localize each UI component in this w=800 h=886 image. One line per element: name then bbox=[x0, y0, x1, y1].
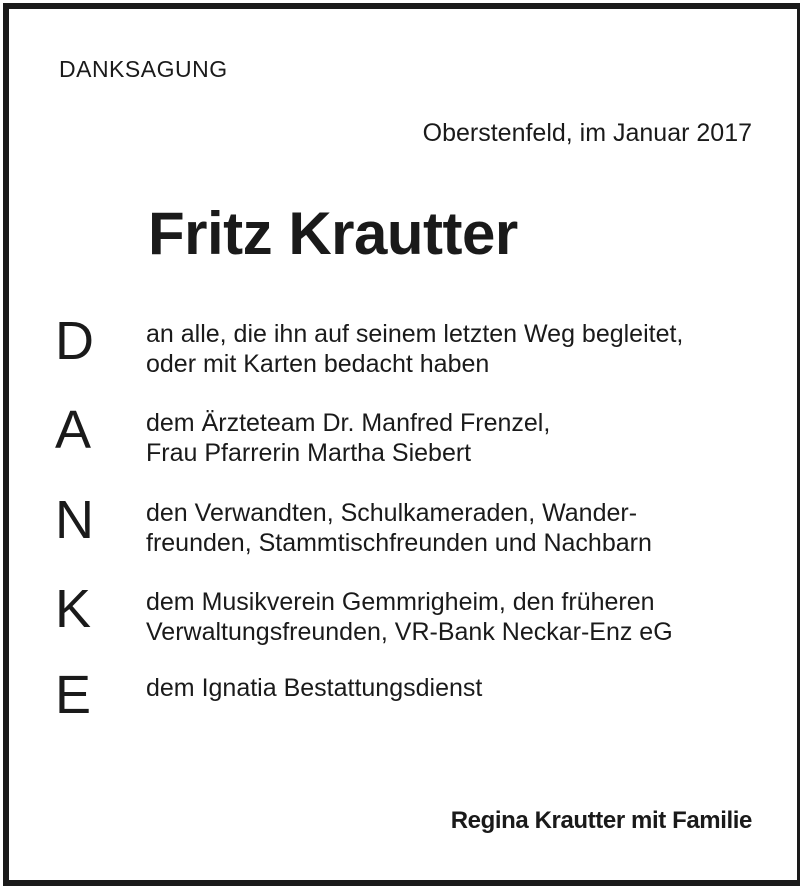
thanks-line: oder mit Karten bedacht haben bbox=[146, 350, 490, 378]
heading: DANKSAGUNG bbox=[59, 56, 228, 82]
obituary-card bbox=[3, 3, 800, 886]
thanks-text bbox=[146, 319, 683, 379]
acrostic-letter: N bbox=[55, 490, 94, 550]
thanks-text bbox=[146, 498, 652, 558]
thanks-line: dem Musikverein Gemmrigheim, den früheren bbox=[146, 588, 655, 616]
acrostic-letter: A bbox=[55, 400, 92, 460]
place-date: Oberstenfeld, im Januar 2017 bbox=[422, 119, 752, 147]
deceased-name: Fritz Krautter bbox=[148, 200, 518, 267]
thanks-text bbox=[146, 408, 550, 468]
thanks-line: an alle, die ihn auf seinem letzten Weg begleitet, bbox=[146, 320, 684, 348]
acrostic-letter: D bbox=[55, 311, 94, 371]
thanks-line: freunden, Stammtischfreunden und Nachbarn bbox=[146, 529, 652, 557]
signature: Regina Krautter mit Familie bbox=[450, 807, 752, 834]
thanks-line: Frau Pfarrerin Martha Siebert bbox=[146, 439, 472, 467]
thanks-line: dem Ignatia Bestattungsdienst bbox=[146, 674, 483, 702]
thanks-line: dem Ärzteteam Dr. Manfred Frenzel, bbox=[146, 409, 551, 437]
thanks-line: Verwaltungsfreunden, VR-Bank Neckar-Enz eG bbox=[146, 618, 673, 646]
acrostic-letter: E bbox=[55, 665, 92, 725]
thanks-line: den Verwandten, Schulkameraden, Wander- bbox=[146, 499, 638, 527]
thanks-text bbox=[146, 673, 482, 703]
thanks-text bbox=[146, 587, 673, 647]
acrostic-letter: K bbox=[55, 579, 92, 639]
